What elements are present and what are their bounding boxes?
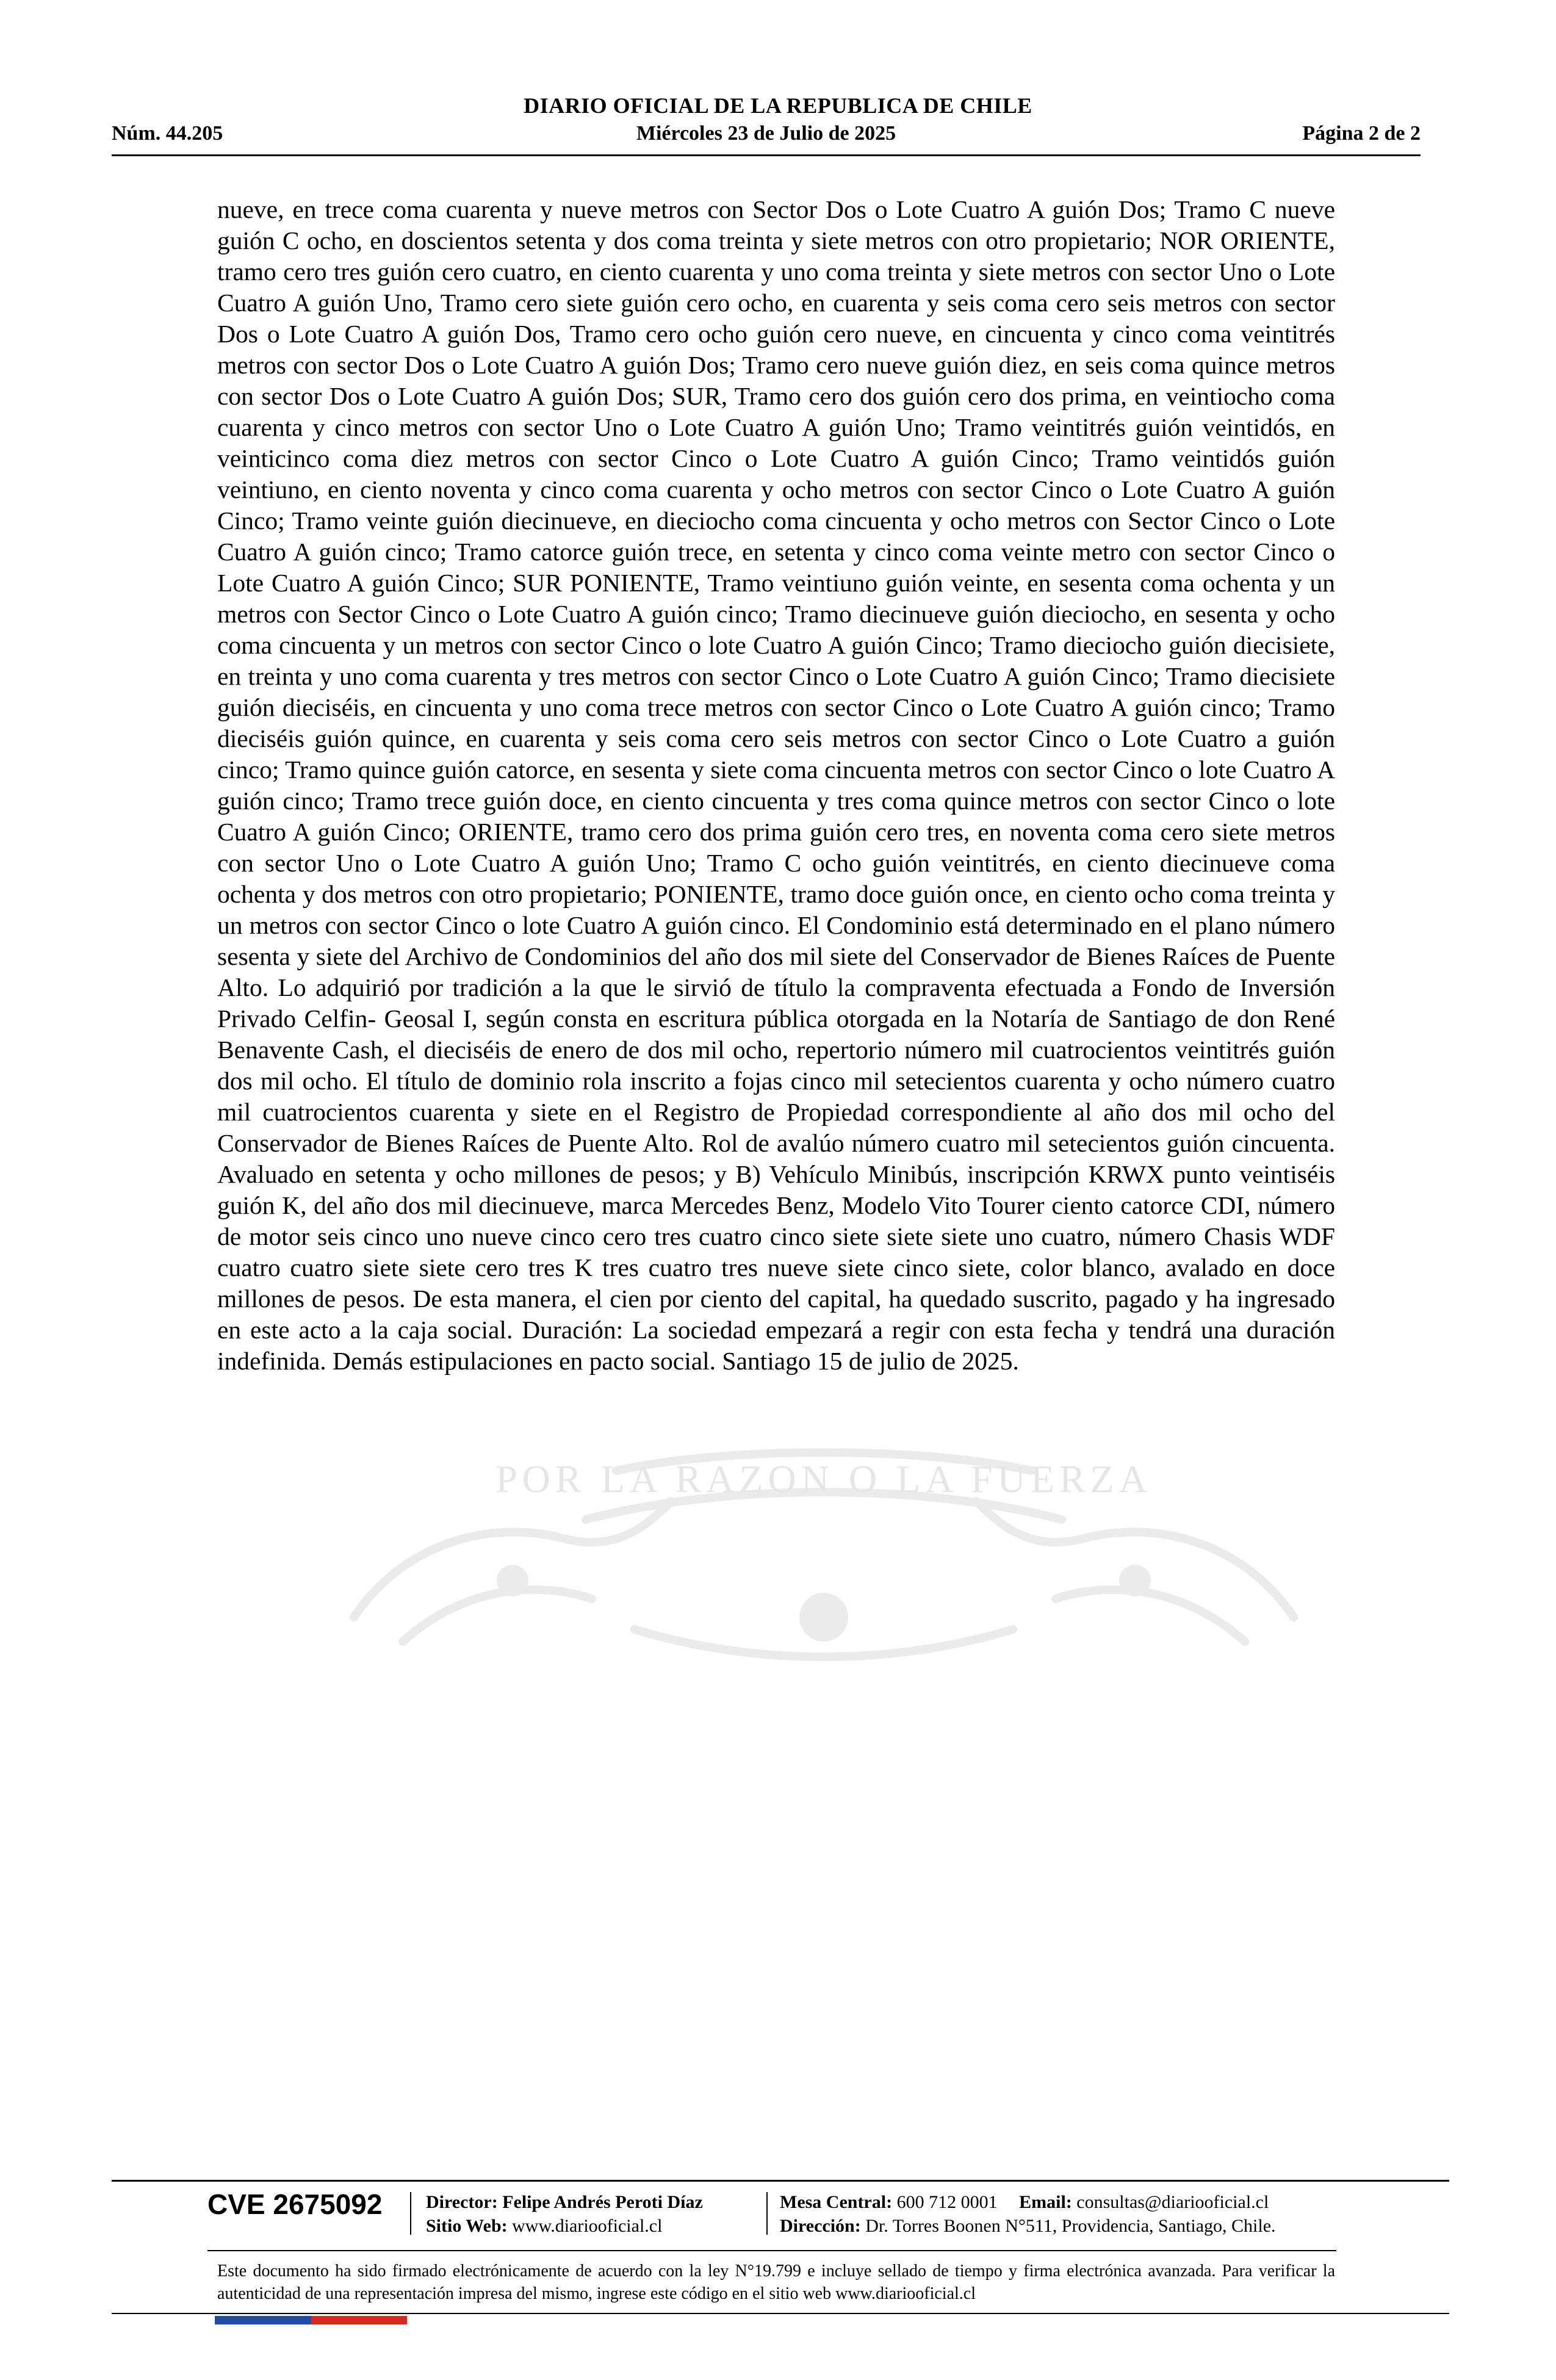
footer-separator <box>766 2192 768 2235</box>
website-label: Sitio Web: <box>426 2216 508 2236</box>
email-label: Email: <box>1019 2192 1072 2212</box>
page-indicator: Página 2 de 2 <box>1302 122 1421 145</box>
director-name: Felipe Andrés Peroti Díaz <box>502 2192 703 2212</box>
contact-line <box>780 2192 1269 2213</box>
director-line <box>426 2192 703 2213</box>
flag-blue-segment <box>215 2316 311 2324</box>
header-meta-row <box>112 122 1421 151</box>
document-body: nueve, en trece coma cuarenta y nueve metros con Sector Dos o Lote Cuatro A guión Dos; Tramo C nueve guión C ocho, en doscientos setenta y dos coma treinta y siete metros con otro propietario; NOR ORIENTE, tramo cero tres guión cero cuatro, en ciento cuarenta y uno coma treinta y siete metros con sector Uno o Lote Cuatro A guión Uno, Tramo cero siete guión cero ocho, en cuarenta y seis coma cero seis metros con sector Dos o Lote Cuatro A guión Dos, Tramo cero ocho guión cero nueve, en cincuenta y cinco coma veintitrés metros con sector Dos o Lote Cuatro A guión Dos; Tramo cero nueve guión diez, en seis coma quince metros con sector Dos o Lote Cuatro A guión Dos; SUR, Tramo cero dos guión cero dos prima, en veintiocho coma cuarenta y cinco metros con sector Uno o Lote Cuatro A guión Uno; Tramo veintitrés guión veintidós, en veinticinco coma diez metros con sector Cinco o Lote Cuatro A guión Cinco; Tramo veintidós guión veintiuno, en ciento noventa y cinco coma cuarenta y ocho metros con sector Cinco o Lote Cuatro A guión Cinco; Tramo veinte guión diecinueve, en dieciocho coma cincuenta y ocho metros con Sector Cinco o Lote Cuatro A guión cinco; Tramo catorce guión trece, en setenta y cinco coma veinte metro con sector Cinco o Lote Cuatro A guión Cinco; SUR PONIENTE, Tramo veintiuno guión veinte, en sesenta coma ochenta y un metros con Sector Cinco o Lote Cuatro A guión cinco; Tramo diecinueve guión dieciocho, en sesenta y ocho coma cincuenta y un metros con sector Cinco o lote Cuatro A guión Cinco; Tramo dieciocho guión diecisiete, en treinta y uno coma cuarenta y tres metros con sector Cinco o Lote Cuatro A guión Cinco; Tramo diecisiete guión dieciséis, en cincuenta y uno coma trece metros con sector Cinco o Lote Cuatro A guión cinco; Tramo dieciséis guión quince, en cuarenta y seis coma cero seis metros con sector Cinco o Lote Cuatro a guión cinco; Tramo quince guión catorce, en sesenta y siete coma cincuenta metros con sector Cinco o lote Cuatro A guión cinco; Tramo trece guión doce, en ciento cincuenta y tres coma quince metros con sector Cinco o lote Cuatro A guión Cinco; ORIENTE, tramo cero dos prima guión cero tres, en noventa coma cero siete metros con sector Uno o Lote Cuatro A guión Uno; Tramo C ocho guión veintitrés, en ciento diecinueve coma ochenta y dos metros con otro propietario; PONIENTE, tramo doce guión once, en ciento ocho coma treinta y un metros con sector Cinco o lote Cuatro A guión cinco. El Condominio está determinado en el plano número sesenta y siete del Archivo de Condominios del año dos mil siete del Conservador de Bienes Raíces de Puente Alto. Lo adquirió por tradición a la que le sirvió de título la compraventa efectuada a Fondo de Inversión Privado Celfin- Geosal I, según consta en escritura pública otorgada en la Notaría de Santiago de don René Benavente Cash, el dieciséis de enero de dos mil ocho, repertorio número mil cuatrocientos veintitrés guión dos mil ocho. El título de dominio rola inscrito a fojas cinco mil setecientos cuarenta y ocho número cuatro mil cuatrocientos cuarenta y siete en el Registro de Propiedad correspondiente al año dos mil ocho del Conservador de Bienes Raíces de Puente Alto. Rol de avalúo número cuatro mil setecientos guión cincuenta. Avaluado en setenta y ocho millones de pesos; y B) Vehículo Minibús, inscripción KRWX punto veintiséis guión K, del año dos mil diecinueve, marca Mercedes Benz, Modelo Vito Tourer ciento catorce CDI, número de motor seis cinco uno nueve cinco cero tres cuatro cinco siete siete siete uno cuatro, número Chasis WDF cuatro cuatro siete siete cero tres K tres cuatro tres nueve siete cinco siete, color blanco, avalado en doce millones de pesos. De esta manera, el cien por ciento del capital, ha quedado suscrito, pagado y ha ingresado en este acto a la caja social. Duración: La sociedad empezará a regir con esta fecha y tendrá una duración indefinida. Demás estipulaciones en pacto social. Santiago 15 de julio de 2025. <box>217 195 1335 1375</box>
mesa-value: 600 712 0001 <box>896 2192 998 2212</box>
header-divider <box>112 154 1421 156</box>
footer-divider-top <box>112 2180 1449 2182</box>
cve-code: CVE 2675092 <box>207 2188 383 2220</box>
issue-number: Núm. 44.205 <box>112 122 223 145</box>
electronic-signature-notice: Este documento ha sido firmado electrónicamente de acuerdo con la ley N°19.799 e incluye sellado de tiempo y firma electrónica avanzada. Para verificar la autenticidad de una representación impresa del mismo, ingrese este código en el sitio web www.diariooficial.cl <box>217 2262 1335 2303</box>
coat-of-arms-watermark <box>330 1434 1318 1666</box>
issue-date: Miércoles 23 de Julio de 2025 <box>636 122 896 145</box>
flag-stripe <box>215 2316 407 2324</box>
watermark-motto: POR LA RAZON O LA FUERZA <box>495 1457 1152 1501</box>
director-label: Director: <box>426 2192 498 2212</box>
address-line <box>780 2216 1276 2237</box>
publication-title: DIARIO OFICIAL DE LA REPUBLICA DE CHILE <box>524 93 1032 118</box>
address-label: Dirección: <box>780 2216 861 2236</box>
footer-divider-mid <box>207 2250 1336 2251</box>
email-value[interactable]: consultas@diariooficial.cl <box>1076 2192 1269 2212</box>
footer-divider-bottom <box>112 2313 1449 2314</box>
footer-separator <box>410 2192 411 2235</box>
website-value[interactable]: www.diariooficial.cl <box>512 2216 663 2236</box>
mesa-label: Mesa Central: <box>780 2192 893 2212</box>
website-line <box>426 2216 662 2237</box>
address-value: Dr. Torres Boonen N°511, Providencia, Santiago, Chile. <box>865 2216 1276 2236</box>
flag-red-segment <box>311 2316 408 2324</box>
